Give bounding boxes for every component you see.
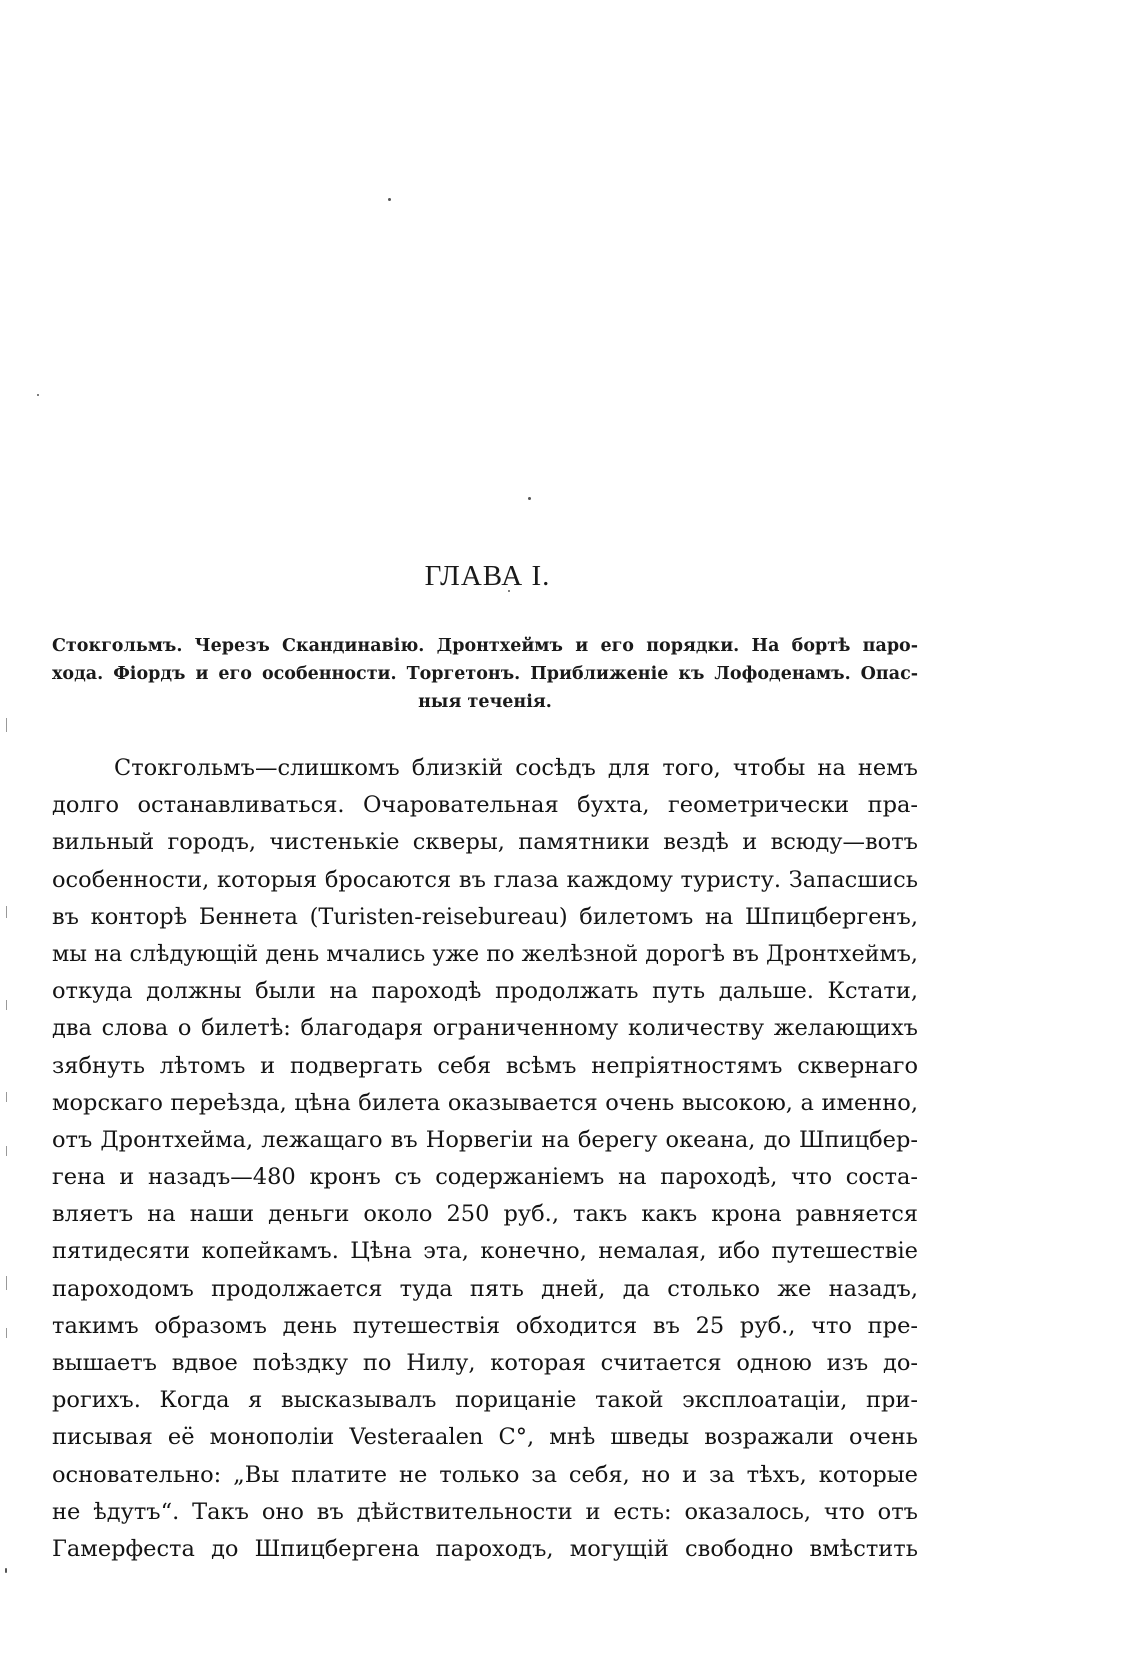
body-paragraph [52, 750, 918, 1568]
gutter-mark [6, 718, 7, 732]
scan-speck [528, 497, 531, 500]
body-line: морскаго переѣзда, цѣна билета оказывается очень высокою, а именно, [52, 1089, 918, 1116]
body-line: два слова о билетѣ: благодаря ограниченному количеству желающихъ [52, 1015, 918, 1042]
gutter-mark [6, 1276, 7, 1290]
body-line: мы на слѣдующій день мчались уже по желѣзной дорогѣ въ Дронтхеймъ, [52, 940, 918, 967]
body-line: основательно: „Вы платите не только за себя, но и за тѣхъ, которые [52, 1461, 918, 1488]
gutter-mark [6, 1328, 7, 1338]
gutter-mark [6, 1000, 7, 1010]
chapter-summary [52, 632, 918, 716]
body-line: отъ Дронтхейма, лежащаго въ Норвегіи на берегу океана, до Шпицбер- [52, 1126, 918, 1153]
summary-line: Стокгольмъ. Черезъ Скандинавію. Дронтхеймъ и его порядки. На бортѣ паро- [52, 636, 918, 656]
gutter-mark [6, 1146, 7, 1156]
scan-speck [37, 394, 39, 396]
body-line: не ѣдутъ“. Такъ оно въ дѣйствительности и есть: оказалось, что отъ [52, 1498, 918, 1525]
body-line: вляетъ на наши деньги около 250 руб., такъ какъ крона равняется [52, 1201, 918, 1228]
gutter-mark [6, 906, 7, 918]
body-line: Гамерфеста до Шпицбергена пароходъ, могущій свободно вмѣстить [52, 1535, 918, 1562]
body-line: писывая её монополіи Vesteraalen C°, мнѣ шведы возражали очень [52, 1424, 918, 1451]
body-line: Стокгольмъ—слишкомъ близкій сосѣдъ для того, чтобы на немъ [114, 755, 918, 781]
summary-line: ныя теченія. [418, 692, 552, 712]
body-line: пятидесяти копейкамъ. Цѣна эта, конечно, немалая, ибо путешествіе [52, 1238, 918, 1265]
body-line: въ конторѣ Беннета (Turisten-reisebureau) билетомъ на Шпицбергенъ, [52, 903, 918, 930]
summary-line: хода. Фіордъ и его особенности. Торгетонъ. Приближеніе къ Лофоденамъ. Опас- [52, 664, 918, 684]
body-line: такимъ образомъ день путешествія обходится въ 25 руб., что пре- [52, 1312, 918, 1339]
body-line: особенности, которыя бросаются въ глаза каждому туристу. Запасшись [52, 866, 918, 893]
body-line: рогихъ. Когда я высказывалъ порицаніе такой эксплоатаціи, при- [52, 1387, 918, 1414]
body-line: пароходомъ продолжается туда пять дней, да столько же назадъ, [52, 1275, 918, 1302]
scan-speck [388, 198, 391, 201]
body-line: откуда должны были на пароходѣ продолжать путь дальше. Кстати, [52, 978, 918, 1005]
scan-speck [5, 1568, 7, 1573]
body-line: долго останавливаться. Очаровательная бухта, геометрически пра- [52, 792, 918, 819]
body-line: гена и назадъ—480 кронъ съ содержаніемъ на пароходѣ, что соста- [52, 1164, 918, 1191]
gutter-mark [6, 1092, 7, 1102]
body-line: вышаетъ вдвое поѣздку по Нилу, которая считается одною изъ до- [52, 1350, 918, 1376]
chapter-title: ГЛАВА I. [424, 560, 551, 592]
body-line: зябнуть лѣтомъ и подвергать себя всѣмъ непріятностямъ сквернаго [52, 1052, 918, 1079]
body-line: вильный городъ, чистенькіе скверы, памятники вездѣ и всюду—вотъ [52, 829, 918, 856]
